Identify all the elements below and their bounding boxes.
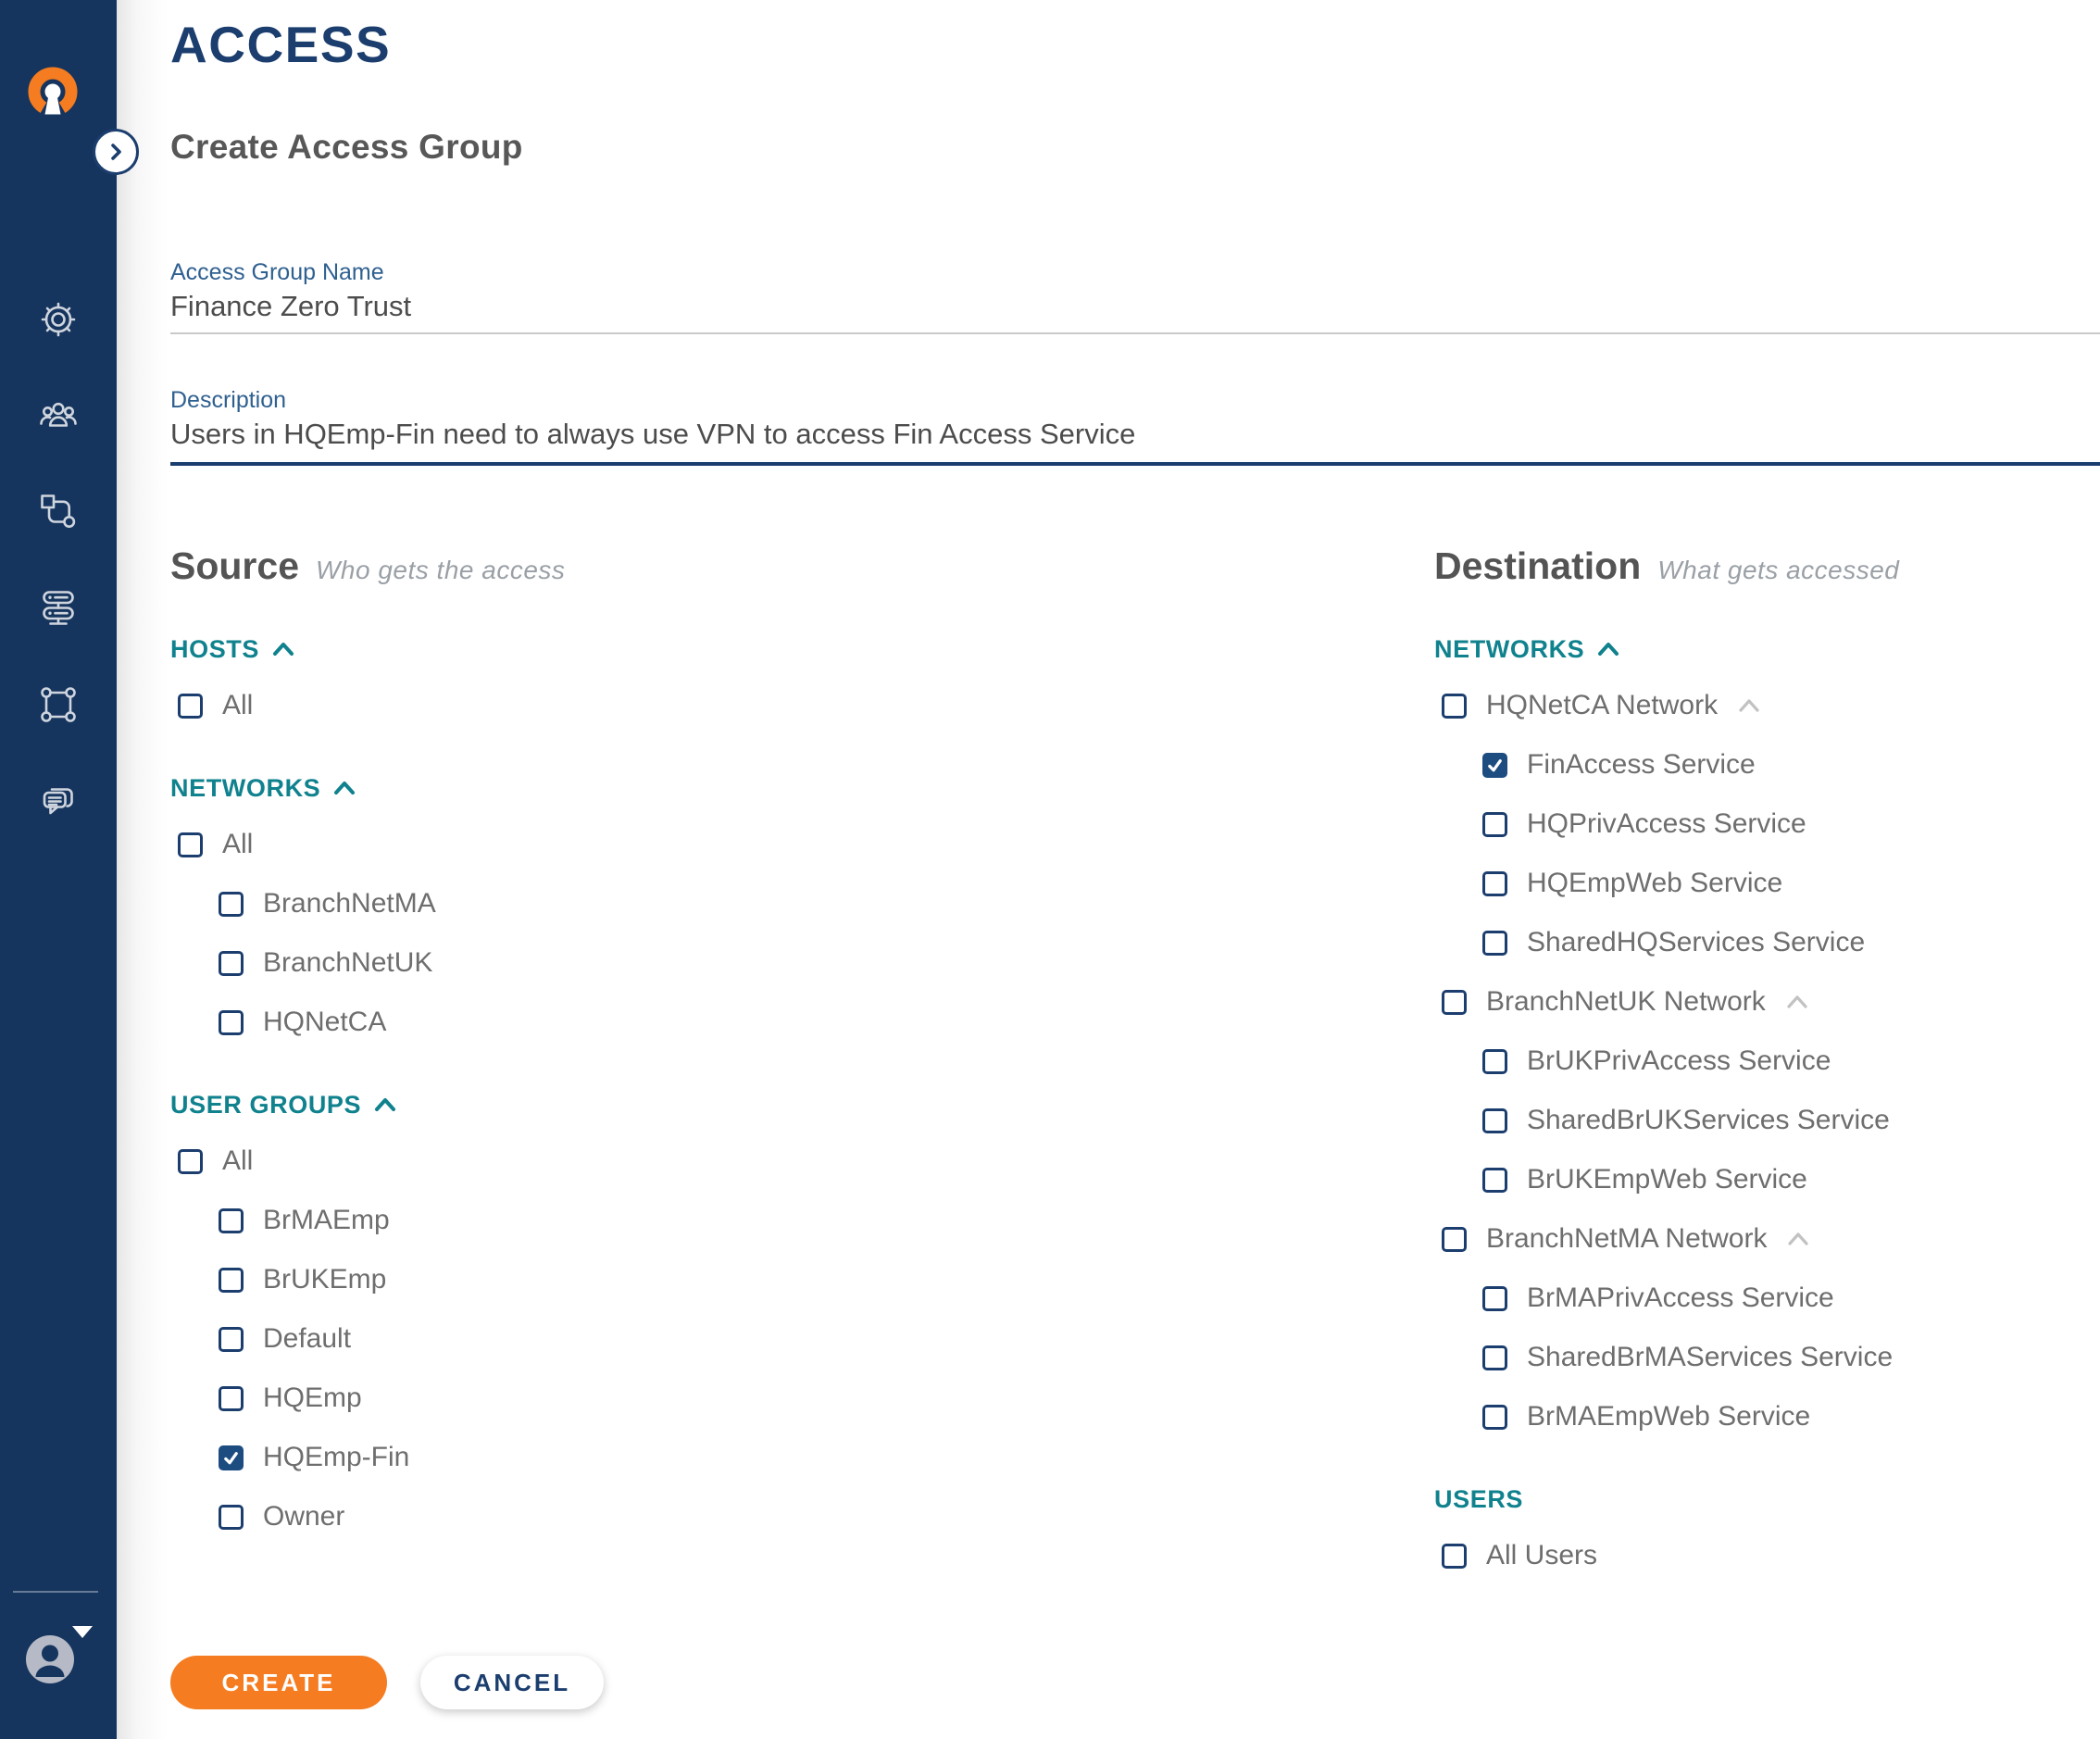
checkbox-row: [170, 1250, 1365, 1309]
checkbox-row: [170, 1132, 1365, 1191]
checkbox-row: [1434, 1328, 2082, 1387]
sidebar: [0, 0, 117, 1739]
checkbox-label: SharedBrUKServices Service: [1527, 1105, 1890, 1135]
checkbox-row: [1434, 972, 2082, 1032]
chevron-up-icon[interactable]: [1786, 1231, 1810, 1247]
input-underline-active: [170, 462, 2100, 466]
checkbox-sharedbrukservices-service[interactable]: [1482, 1108, 1507, 1133]
checkbox-row: [1434, 1150, 2082, 1209]
checkbox-label: HQEmpWeb Service: [1527, 868, 1783, 898]
checkbox-row: [170, 1191, 1365, 1250]
checkbox-label: SharedBrMAServices Service: [1527, 1342, 1894, 1372]
checkbox-sharedbrmaservices-service[interactable]: [1482, 1345, 1507, 1370]
access-group-name-label: Access Group Name: [170, 259, 384, 285]
source-heading: [170, 544, 1365, 596]
checkbox-brukprivaccess-service[interactable]: [1482, 1049, 1507, 1074]
input-underline: [170, 332, 2100, 334]
destination-subtitle: What gets accessed: [1657, 556, 1900, 584]
user-menu[interactable]: [24, 1626, 94, 1685]
checkbox-label: All Users: [1486, 1540, 1598, 1570]
cancel-button[interactable]: CANCEL: [420, 1656, 604, 1709]
checkbox-label: BrUKEmpWeb Service: [1527, 1164, 1807, 1195]
network-mesh-icon[interactable]: [37, 683, 80, 726]
destination-groups: [1434, 622, 2082, 1585]
checkbox-all[interactable]: [178, 1149, 203, 1174]
settings-gear-icon[interactable]: [37, 298, 80, 341]
source-subtitle: Who gets the access: [316, 556, 566, 584]
group-label: NETWORKS: [170, 773, 321, 802]
checkbox-branchnetma[interactable]: [219, 892, 244, 917]
hosts-servers-icon[interactable]: [37, 587, 80, 630]
checkbox-label: BranchNetUK: [263, 947, 433, 978]
checkbox-brmaemp[interactable]: [219, 1208, 244, 1233]
caret-down-icon: [72, 1626, 93, 1638]
checkbox-label: HQNetCA Network: [1486, 690, 1719, 720]
description-label: Description: [170, 387, 287, 413]
checkbox-label: HQEmp: [263, 1382, 362, 1413]
checkbox-brmaempweb-service[interactable]: [1482, 1405, 1507, 1430]
checkbox-row: [170, 1369, 1365, 1428]
checkbox-row: [170, 993, 1365, 1052]
chevron-up-icon: [332, 780, 356, 796]
checkbox-owner[interactable]: [219, 1505, 244, 1530]
chevron-up-icon: [1596, 641, 1620, 657]
description-field: [170, 387, 2100, 466]
checkbox-brmaprivaccess-service[interactable]: [1482, 1286, 1507, 1311]
checkbox-row: [1434, 1387, 2082, 1446]
checkbox-row: [1434, 676, 2082, 735]
checkbox-sharedhqservices-service[interactable]: [1482, 931, 1507, 956]
checkbox-label: BranchNetUK Network: [1486, 986, 1766, 1017]
sidebar-divider: [13, 1591, 98, 1593]
checkbox-label: All: [222, 829, 254, 859]
destination-section: [1434, 544, 2082, 1585]
checkbox-brukempweb-service[interactable]: [1482, 1168, 1507, 1193]
group-header-users[interactable]: [1434, 1472, 2082, 1526]
group-label: NETWORKS: [1434, 634, 1585, 663]
checkbox-hqnetca[interactable]: [219, 1010, 244, 1035]
checkbox-all[interactable]: [178, 832, 203, 857]
page-subtitle: Create Access Group: [170, 128, 523, 166]
checkbox-label: BrUKEmp: [263, 1264, 387, 1295]
checkbox-row: [170, 874, 1365, 933]
checkbox-hqprivaccess-service[interactable]: [1482, 812, 1507, 837]
checkbox-label: All: [222, 1145, 254, 1176]
checkbox-hqemp[interactable]: [219, 1386, 244, 1411]
openvpn-logo-icon: [23, 65, 82, 124]
group-header-hosts[interactable]: [170, 622, 1365, 676]
checkbox-row: [170, 1487, 1365, 1546]
checkbox-hqempweb-service[interactable]: [1482, 871, 1507, 896]
checkbox-label: BrUKPrivAccess Service: [1527, 1045, 1831, 1076]
destination-heading: [1434, 544, 2082, 596]
main-content: [117, 0, 2100, 1739]
description-input[interactable]: Users in HQEmp-Fin need to always use VPN to access Fin Access Service: [170, 418, 1136, 450]
checkbox-label: Owner: [263, 1501, 345, 1532]
source-section: [170, 544, 1365, 1546]
checkbox-label: BrMAEmp: [263, 1205, 390, 1235]
checkbox-label: BranchNetMA Network: [1486, 1223, 1768, 1254]
checkbox-row: [1434, 913, 2082, 972]
sidebar-nav: [0, 298, 117, 822]
checkbox-label: HQNetCA: [263, 1007, 387, 1037]
group-label: HOSTS: [170, 634, 260, 663]
source-groups: [170, 622, 1365, 1546]
checkbox-label: Default: [263, 1323, 352, 1354]
checkbox-default[interactable]: [219, 1327, 244, 1352]
checkbox-row: [170, 933, 1365, 993]
checkbox-row: [1434, 794, 2082, 854]
checkbox-label: BranchNetMA: [263, 888, 436, 919]
chevron-up-icon: [271, 641, 295, 657]
checkbox-row: [1434, 1526, 2082, 1585]
access-group-name-field: [170, 259, 2100, 334]
checkbox-row: [170, 815, 1365, 874]
chevron-up-icon[interactable]: [1737, 697, 1761, 714]
checkbox-hqnetca-network[interactable]: [1442, 694, 1467, 719]
checkbox-row: [170, 1428, 1365, 1487]
checkbox-row: [1434, 1209, 2082, 1269]
user-groups-icon[interactable]: [37, 394, 80, 437]
checkbox-row: [1434, 735, 2082, 794]
create-button[interactable]: CREATE: [170, 1656, 387, 1709]
checkbox-finaccess-service[interactable]: [1482, 753, 1507, 778]
sidebar-expand-button[interactable]: [93, 129, 139, 175]
checkbox-row: [1434, 854, 2082, 913]
group-label: USER GROUPS: [170, 1090, 362, 1119]
checkbox-row: [1434, 1091, 2082, 1150]
group-label: USERS: [1434, 1484, 1524, 1513]
group-header-networks[interactable]: [1434, 622, 2082, 676]
checkbox-all[interactable]: [178, 694, 203, 719]
checkbox-label: SharedHQServices Service: [1527, 927, 1866, 957]
checkbox-row: [170, 676, 1365, 735]
checkbox-branchnetuk[interactable]: [219, 951, 244, 976]
chevron-right-icon: [106, 142, 126, 162]
checkbox-label: HQEmp-Fin: [263, 1442, 410, 1472]
checkbox-label: BrMAPrivAccess Service: [1527, 1282, 1834, 1313]
checkbox-label: All: [222, 690, 254, 720]
avatar-icon: [24, 1633, 76, 1685]
actions-bar: [170, 1656, 604, 1709]
chevron-up-icon: [373, 1096, 397, 1113]
access-group-name-input[interactable]: Finance Zero Trust: [170, 290, 412, 322]
checkbox-row: [170, 1309, 1365, 1369]
chevron-up-icon[interactable]: [1785, 994, 1809, 1010]
checkbox-row: [1434, 1269, 2082, 1328]
checkbox-all-users[interactable]: [1442, 1544, 1467, 1569]
group-header-user-groups[interactable]: [170, 1078, 1365, 1132]
logs-chat-icon[interactable]: [37, 780, 80, 822]
checkbox-hqemp-fin[interactable]: [219, 1445, 244, 1470]
source-title: Source: [170, 544, 299, 587]
checkbox-branchnetma-network[interactable]: [1442, 1227, 1467, 1252]
checkbox-branchnetuk-network[interactable]: [1442, 990, 1467, 1015]
group-header-networks[interactable]: [170, 761, 1365, 815]
destination-title: Destination: [1434, 544, 1642, 587]
checkbox-brukemp[interactable]: [219, 1268, 244, 1293]
checkbox-label: BrMAEmpWeb Service: [1527, 1401, 1811, 1432]
checkbox-label: HQPrivAccess Service: [1527, 808, 1806, 839]
checkbox-label: FinAccess Service: [1527, 749, 1756, 780]
deployments-icon[interactable]: [37, 491, 80, 533]
checkbox-row: [1434, 1032, 2082, 1091]
page-title: ACCESS: [170, 16, 392, 73]
